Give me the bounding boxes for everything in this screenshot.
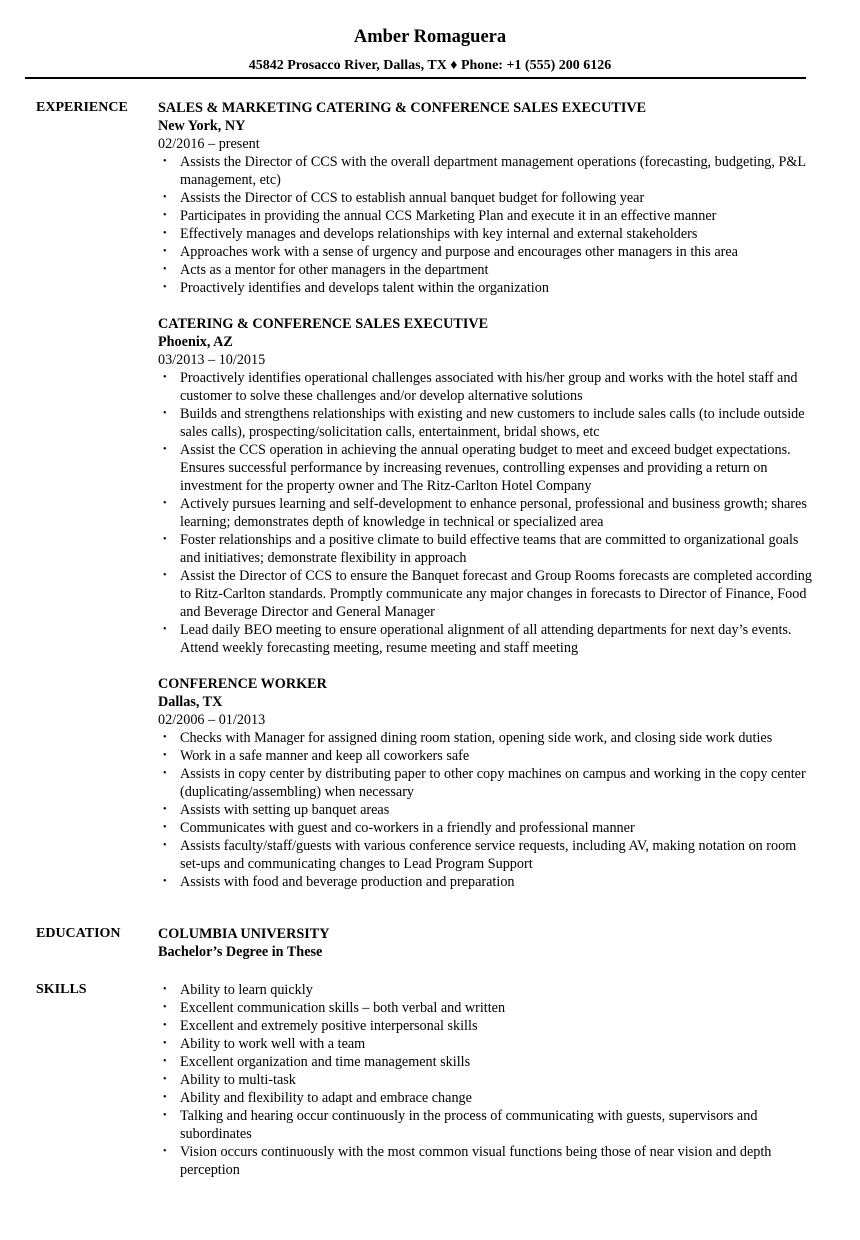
job-dates: 02/2016 – present — [158, 136, 260, 152]
list-item: • Actively pursues learning and self-development to enhance personal, professional and business growth; shares learning; demonstrates depth of knowledge in technical or specialized area — [163, 496, 807, 530]
skills-body — [158, 981, 818, 1179]
list-item: • Proactively identifies operational challenges associated with his/her group and works with the hotel staff and customer to solve these challenges and/or develop alternative solutions — [163, 370, 798, 404]
list-item: • Assists the Director of CCS with the overall department management operations (forecasting, budgeting, P&L management, etc) — [163, 154, 806, 188]
contact-line: 45842 Prosacco River, Dallas, TX ♦ Phone: +1 (555) 200 6126 — [248, 58, 612, 73]
job-title: CATERING & CONFERENCE SALES EXECUTIVE — [158, 316, 489, 332]
skills-list — [158, 981, 818, 1179]
list-item: • Participates in providing the annual CCS Marketing Plan and execute it in an effective manner — [163, 208, 717, 224]
bullet-icon: • — [163, 156, 167, 167]
job-entry — [158, 675, 818, 891]
section-label-experience: EXPERIENCE — [36, 100, 128, 115]
degree: Bachelor’s Degree in These — [158, 944, 323, 960]
section-label-skills: SKILLS — [36, 982, 87, 997]
bullet-icon: • — [163, 210, 167, 221]
education-body — [158, 925, 818, 961]
list-item: • Assists with setting up banquet areas — [163, 802, 390, 818]
list-item: • Assists in copy center by distributing paper to other copy machines on campus and working in the copy center (duplicating/assembling) when necessary — [163, 766, 806, 800]
job-location: Phoenix, AZ — [158, 334, 233, 350]
bullet-icon: • — [163, 246, 167, 257]
bullet-icon: • — [163, 570, 167, 581]
bullet-icon: • — [163, 984, 167, 995]
bullet-icon: • — [163, 282, 167, 293]
list-item: • Excellent and extremely positive interpersonal skills — [163, 1018, 478, 1034]
list-item: • Vision occurs continuously with the most common visual functions being those of near vision and depth perception — [163, 1144, 772, 1178]
list-item: • Acts as a mentor for other managers in the department — [163, 262, 489, 278]
bullet-icon: • — [163, 1020, 167, 1031]
bullet-icon: • — [163, 408, 167, 419]
bullet-icon: • — [163, 444, 167, 455]
list-item: • Approaches work with a sense of urgency and purpose and encourages other managers in this area — [163, 244, 738, 260]
bullet-icon: • — [163, 840, 167, 851]
list-item: • Work in a safe manner and keep all coworkers safe — [163, 748, 470, 764]
bullet-icon: • — [163, 1038, 167, 1049]
bullet-icon: • — [163, 228, 167, 239]
list-item: • Talking and hearing occur continuously in the process of communicating with guests, supervisors and subordinates — [163, 1108, 758, 1142]
job-entry — [158, 99, 818, 297]
bullet-icon: • — [163, 1056, 167, 1067]
bullet-icon: • — [163, 822, 167, 833]
experience-body — [158, 99, 818, 909]
bullet-icon: • — [163, 192, 167, 203]
job-bullets — [158, 153, 818, 297]
list-item: • Builds and strengthens relationships with existing and new customers to include sales calls (to include outside sales calls), prospecting/solicitation calls, entertainment, bridal shows, etc — [163, 406, 805, 440]
list-item: • Ability to work well with a team — [163, 1036, 366, 1052]
job-title: CONFERENCE WORKER — [158, 676, 327, 692]
list-item: • Proactively identifies and develops talent within the organization — [163, 280, 549, 296]
list-item: • Ability to learn quickly — [163, 982, 313, 998]
bullet-icon: • — [163, 624, 167, 635]
job-dates: 02/2006 – 01/2013 — [158, 712, 266, 728]
job-entry — [158, 315, 818, 657]
list-item: • Assists the Director of CCS to establish annual banquet budget for following year — [163, 190, 645, 206]
section-label-education: EDUCATION — [36, 926, 121, 941]
bullet-icon: • — [163, 876, 167, 887]
list-item: • Excellent communication skills – both verbal and written — [163, 1000, 506, 1016]
job-bullets — [158, 369, 818, 657]
bullet-icon: • — [163, 804, 167, 815]
candidate-name: Amber Romaguera — [353, 27, 507, 47]
resume-header — [0, 0, 860, 75]
bullet-icon: • — [163, 1110, 167, 1121]
list-item: • Ability to multi-task — [163, 1072, 296, 1088]
list-item: • Assist the CCS operation in achieving the annual operating budget to meet and exceed budget expectations. Ensures successful performance by increasing revenues, controlling expenses and providing a return on investment for the property owner and The Ritz-Carlton Hotel Company — [163, 442, 791, 494]
bullet-icon: • — [163, 372, 167, 383]
job-bullets — [158, 729, 818, 891]
bullet-icon: • — [163, 1146, 167, 1157]
bullet-icon: • — [163, 732, 167, 743]
school-name: COLUMBIA UNIVERSITY — [158, 926, 330, 942]
job-location: New York, NY — [158, 118, 246, 134]
list-item: • Checks with Manager for assigned dining room station, opening side work, and closing side work duties — [163, 730, 773, 746]
list-item: • Assist the Director of CCS to ensure the Banquet forecast and Group Rooms forecasts are completed according to Ritz-Carlton standards. Promptly communicate any major changes in forecasts to Director of Finance, Food and Beverage Director and General Manager — [163, 568, 812, 620]
list-item: • Assists faculty/staff/guests with various conference service requests, including AV, making notation on room set-ups and communicating changes to Lead Program Support — [163, 838, 797, 872]
list-item: • Excellent organization and time management skills — [163, 1054, 471, 1070]
bullet-icon: • — [163, 264, 167, 275]
job-dates: 03/2013 – 10/2015 — [158, 352, 266, 368]
bullet-icon: • — [163, 750, 167, 761]
list-item: • Lead daily BEO meeting to ensure operational alignment of all attending departments for next day’s events. Attend weekly forecasting meeting, resume meeting and staff meeting — [163, 622, 792, 656]
bullet-icon: • — [163, 498, 167, 509]
bullet-icon: • — [163, 534, 167, 545]
list-item: • Effectively manages and develops relationships with key internal and external stakeholders — [163, 226, 698, 242]
bullet-icon: • — [163, 1002, 167, 1013]
list-item: • Foster relationships and a positive climate to build effective teams that are committed to organizational goals and initiatives; demonstrate flexibility in approach — [163, 532, 799, 566]
bullet-icon: • — [163, 1092, 167, 1103]
job-location: Dallas, TX — [158, 694, 223, 710]
bullet-icon: • — [163, 768, 167, 779]
list-item: • Communicates with guest and co-workers in a friendly and professional manner — [163, 820, 635, 836]
list-item: • Ability and flexibility to adapt and embrace change — [163, 1090, 472, 1106]
list-item: • Assists with food and beverage production and preparation — [163, 874, 515, 890]
bullet-icon: • — [163, 1074, 167, 1085]
header-divider — [25, 77, 806, 79]
job-title: SALES & MARKETING CATERING & CONFERENCE SALES EXECUTIVE — [158, 100, 647, 116]
